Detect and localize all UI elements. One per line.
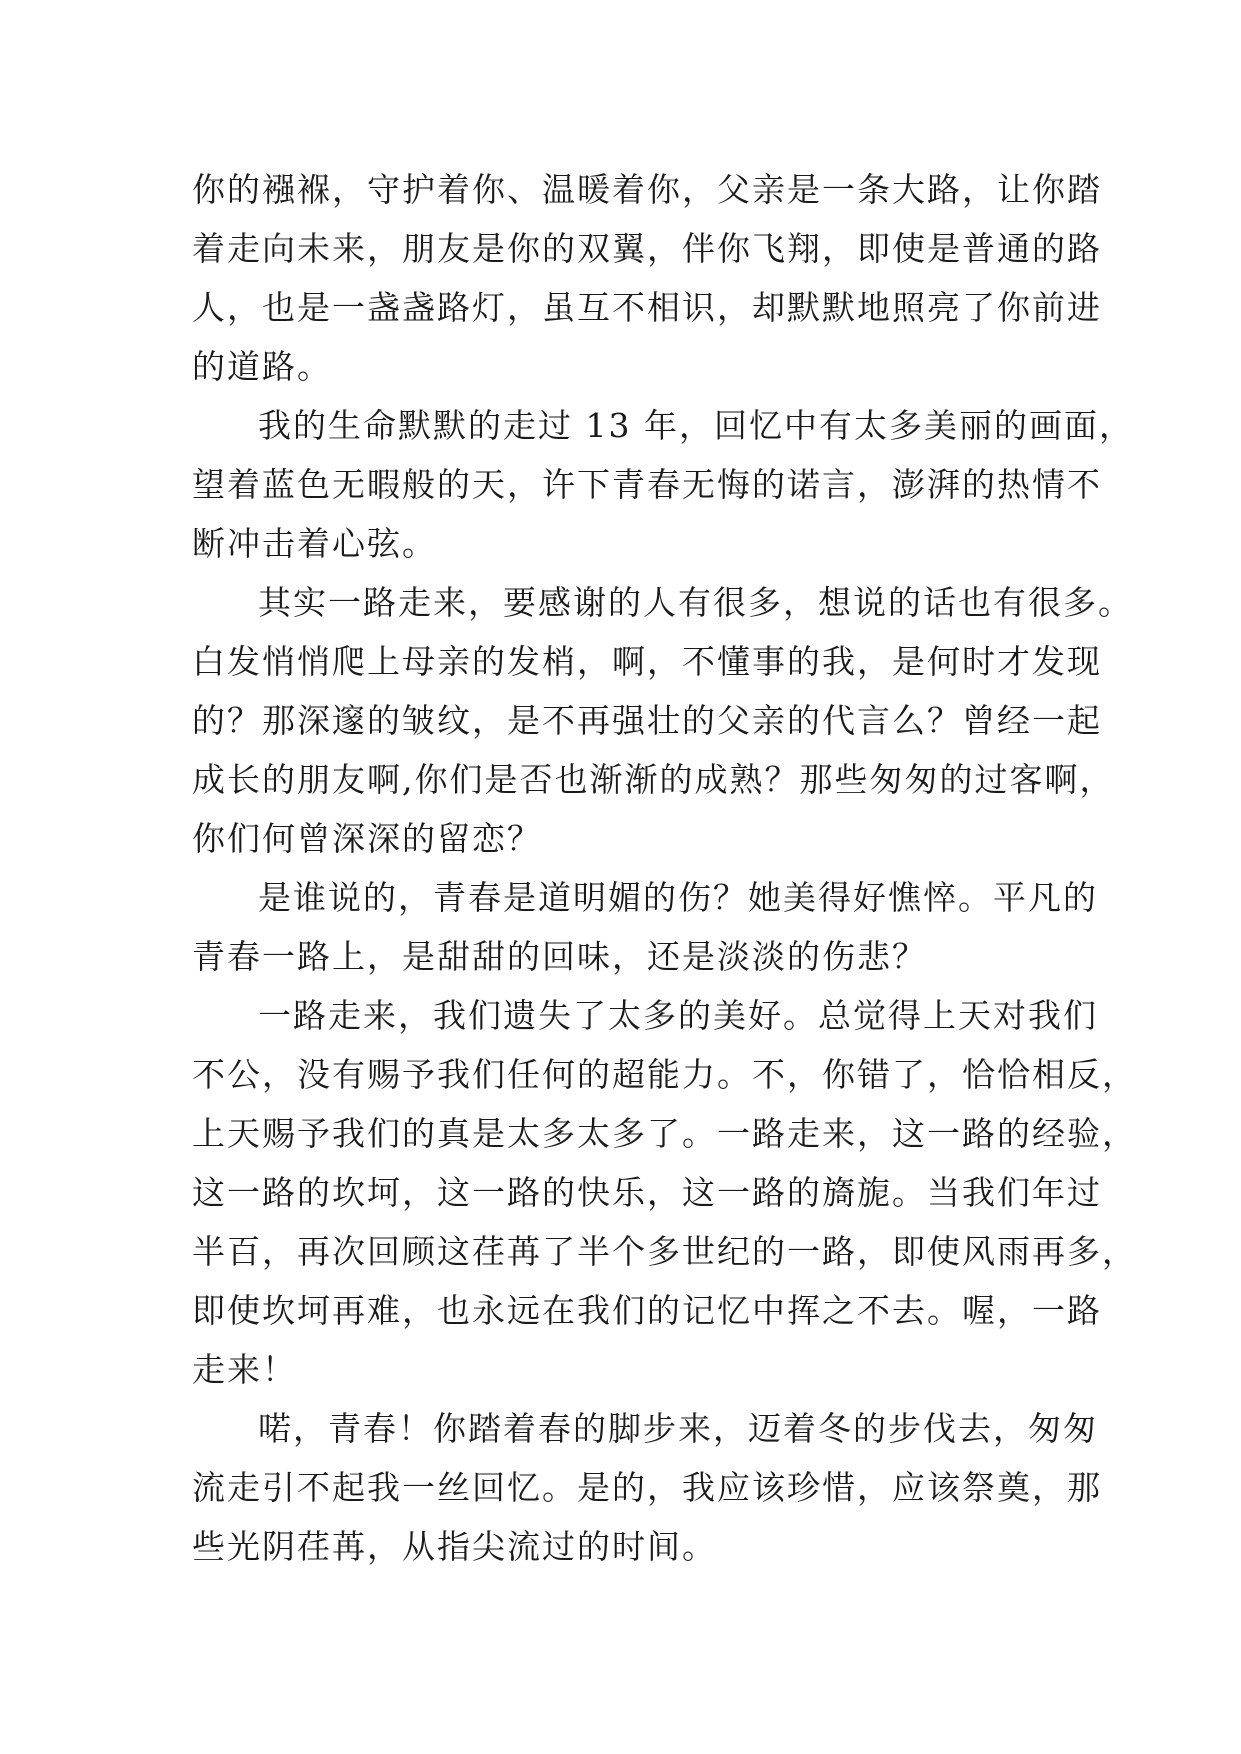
text-line: 半百，再次回顾这荏苒了半个多世纪的一路，即使风雨再多，	[192, 1232, 1137, 1271]
paragraph-first-line: 其实一路走来，要感谢的人有很多，想说的话也有很多。	[258, 583, 1133, 622]
text-line: 你的襁褓，守护着你、温暖着你，父亲是一条大路，让你踏	[192, 170, 1102, 209]
text-line: 白发悄悄爬上母亲的发梢，啊，不懂事的我，是何时才发现	[192, 642, 1102, 681]
text-line: 望着蓝色无暇般的天，许下青春无悔的诺言，澎湃的热情不	[192, 465, 1102, 504]
text-line: 这一路的坎坷，这一路的快乐，这一路的旖旎。当我们年过	[192, 1173, 1102, 1212]
text-line: 人，也是一盏盏路灯，虽互不相识，却默默地照亮了你前进	[192, 288, 1102, 327]
text-line: 成长的朋友啊,你们是否也渐渐的成熟？那些匆匆的过客啊，	[192, 760, 1115, 799]
text-line: 你们何曾深深的留恋？	[192, 819, 542, 858]
text-line: 断冲击着心弦。	[192, 524, 437, 563]
text-line: 即使坎坷再难，也永远在我们的记忆中挥之不去。喔，一路	[192, 1291, 1102, 1330]
text-line: 着走向未来，朋友是你的双翼，伴你飞翔，即使是普通的路	[192, 229, 1102, 268]
text-line: 的？那深邃的皱纹，是不再强壮的父亲的代言么？曾经一起	[192, 701, 1102, 740]
text-line: 走来！	[192, 1350, 297, 1389]
paragraph-first-line: 喏，青春！你踏着春的脚步来，迈着冬的步伐去，匆匆	[258, 1409, 1098, 1448]
text-line: 不公，没有赐予我们任何的超能力。不，你错了，恰恰相反，	[192, 1055, 1137, 1094]
paragraph-first-line: 我的生命默默的走过 13 年，回忆中有太多美丽的画面，	[258, 406, 1134, 445]
text-line: 流走引不起我一丝回忆。是的，我应该珍惜，应该祭奠，那	[192, 1468, 1102, 1507]
body-text	[192, 160, 1137, 1576]
text-line: 些光阴荏苒，从指尖流过的时间。	[192, 1527, 717, 1566]
text-line: 的道路。	[192, 347, 332, 386]
text-line: 青春一路上，是甜甜的回味，还是淡淡的伤悲？	[192, 937, 927, 976]
paragraph-first-line: 是谁说的，青春是道明媚的伤？她美得好憔悴。平凡的	[258, 878, 1098, 917]
text-line: 上天赐予我们的真是太多太多了。一路走来，这一路的经验，	[192, 1114, 1137, 1153]
paragraph-first-line: 一路走来，我们遗失了太多的美好。总觉得上天对我们	[258, 996, 1098, 1035]
